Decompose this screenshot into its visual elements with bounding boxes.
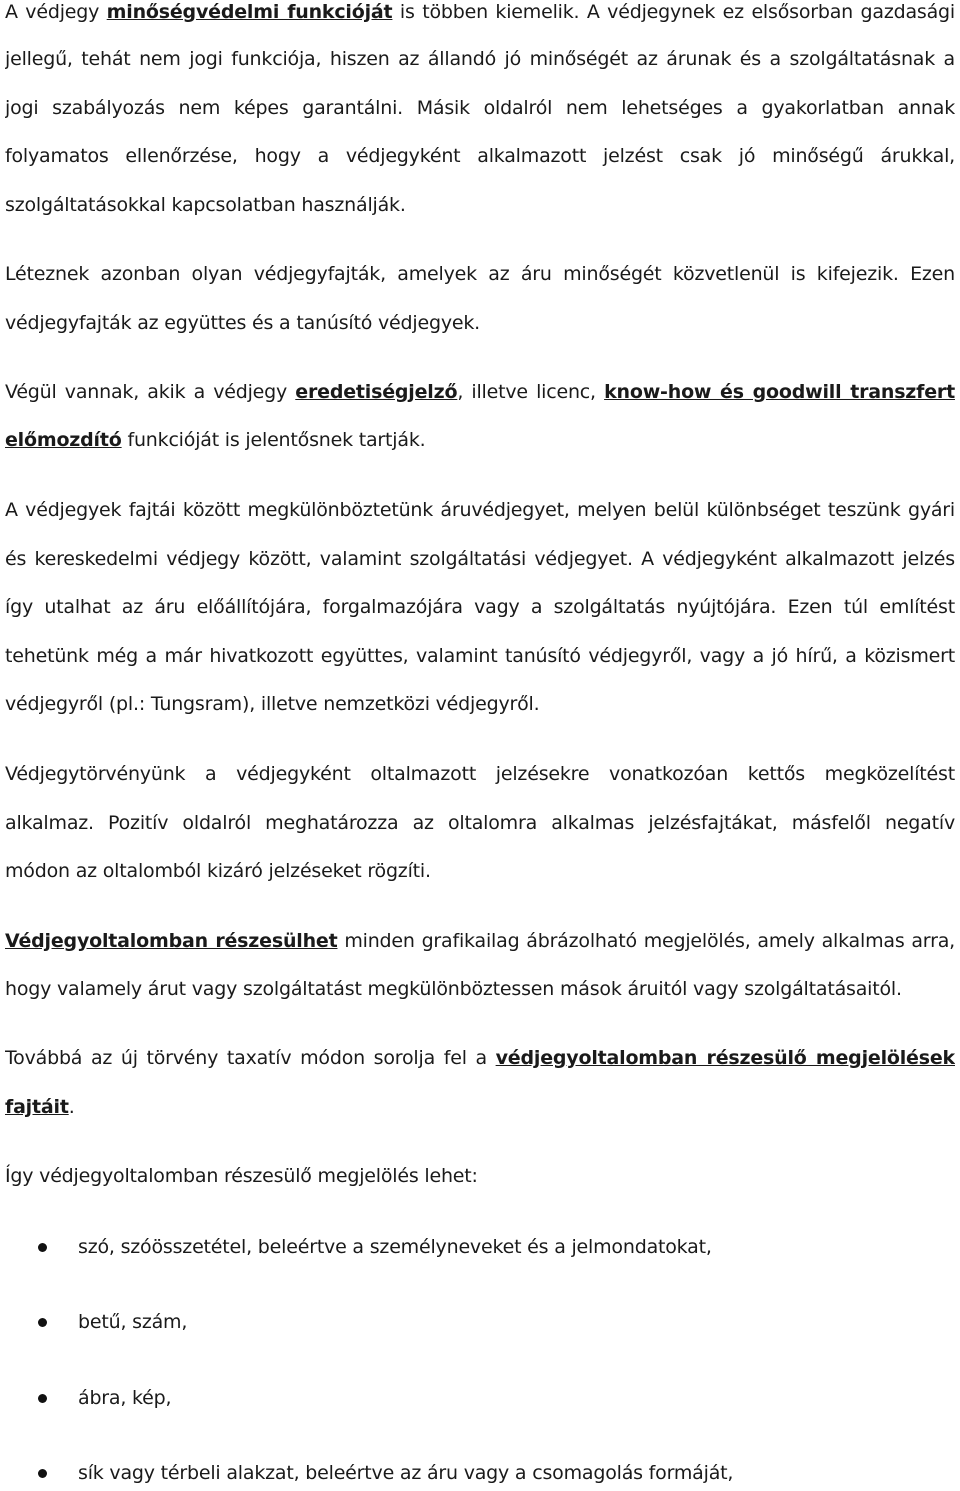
text-span: Végül vannak, akik a védjegy xyxy=(5,381,296,403)
link-protected-mark-types[interactable]: védjegyoltalomban részesülő megjelölések xyxy=(495,1047,955,1069)
list-item xyxy=(0,1235,960,1265)
text-line xyxy=(5,0,955,24)
text-span: is többen kiemelik. A védjegynek ez elsősorban gazdasági xyxy=(392,1,955,23)
text-line xyxy=(5,1095,955,1119)
list-item xyxy=(0,1386,960,1416)
text-line: védjegyfajták az együttes és a tanúsító védjegyek. xyxy=(5,312,481,334)
text-line: folyamatos ellenőrzése, hogy a védjegyként alkalmazott jelzést csak jó minőségű árukkal, xyxy=(5,145,955,167)
text-line: tehetünk még a már hivatkozott együttes, valamint tanúsító védjegyről, vagy a jó hírű, a közismert xyxy=(5,645,955,667)
link-quality-function[interactable]: minőségvédelmi funkcióját xyxy=(106,1,393,23)
bullet-icon xyxy=(38,1243,47,1252)
text-line xyxy=(5,428,955,452)
text-line: így utalhat az áru előállítójára, forgalmazójára vagy a szolgáltatás nyújtójára. Ezen túl említést xyxy=(5,596,955,618)
text-line xyxy=(5,1046,955,1070)
text-line: A védjegyek fajtái között megkülönböztetünk áruvédjegyet, melyen belül különbséget teszünk gyári xyxy=(5,499,955,521)
list-item xyxy=(0,1461,960,1491)
link-protection-eligible[interactable]: Védjegyoltalomban részesülhet xyxy=(5,930,338,952)
text-line xyxy=(5,929,955,953)
text-line: és kereskedelmi védjegy között, valamint szolgáltatási védjegyet. A védjegyként alkalmazott jelzés xyxy=(5,548,955,570)
text-line: jellegű, tehát nem jogi funkciója, hiszen az állandó jó minőségét az árunak és a szolgáltatásnak a xyxy=(5,48,955,70)
bullet-icon xyxy=(38,1394,47,1403)
text-span: funkcióját is jelentősnek tartják. xyxy=(121,429,426,451)
text-line: alkalmaz. Pozitív oldalról meghatározza az oltalomra alkalmas jelzésfajtákat, másfelől negatív xyxy=(5,812,955,834)
text-line: hogy valamely árut vagy szolgáltatást megkülönböztessen mások áruitól vagy szolgáltatásaitól. xyxy=(5,978,902,1000)
link-kinds[interactable]: fajtáit xyxy=(5,1096,69,1118)
text-span: , illetve licenc, xyxy=(457,381,605,403)
list-item-text: szó, szóösszetétel, beleértve a személyneveket és a jelmondatokat, xyxy=(78,1236,712,1258)
text-span: . xyxy=(68,1096,75,1118)
text-line: Védjegytörvényünk a védjegyként oltalmazott jelzésekre vonatkozóan kettős megközelítést xyxy=(5,763,955,785)
link-origin-indicator[interactable]: eredetiségjelző xyxy=(295,381,458,403)
link-promoting[interactable]: előmozdító xyxy=(5,429,122,451)
bullet-icon xyxy=(38,1318,47,1327)
text-line: Így védjegyoltalomban részesülő megjelölés lehet: xyxy=(5,1165,478,1187)
list-item-text: sík vagy térbeli alakzat, beleértve az áru vagy a csomagolás formáját, xyxy=(78,1462,734,1484)
text-line: védjegyről (pl.: Tungsram), illetve nemzetközi védjegyről. xyxy=(5,693,540,715)
text-line: jogi szabályozás nem képes garantálni. Másik oldalról nem lehetséges a gyakorlatban annak xyxy=(5,97,955,119)
text-span: Továbbá az új törvény taxatív módon sorolja fel a xyxy=(5,1047,496,1069)
text-span: minden grafikailag ábrázolható megjelölés, amely alkalmas arra, xyxy=(337,930,955,952)
text-line: szolgáltatásokkal kapcsolatban használják. xyxy=(5,194,406,216)
link-knowhow-transfer[interactable]: know-how és goodwill transzfert xyxy=(604,381,955,403)
text-line: módon az oltalomból kizáró jelzéseket rögzíti. xyxy=(5,860,431,882)
list-item-text: ábra, kép, xyxy=(78,1387,172,1409)
text-span: A védjegy xyxy=(5,1,107,23)
bullet-icon xyxy=(38,1469,47,1478)
list-item-text: betű, szám, xyxy=(78,1311,188,1333)
list-item xyxy=(0,1310,960,1340)
text-line xyxy=(5,380,955,404)
text-line: Léteznek azonban olyan védjegyfajták, amelyek az áru minőségét közvetlenül is kifejezik. Ezen xyxy=(5,263,955,285)
